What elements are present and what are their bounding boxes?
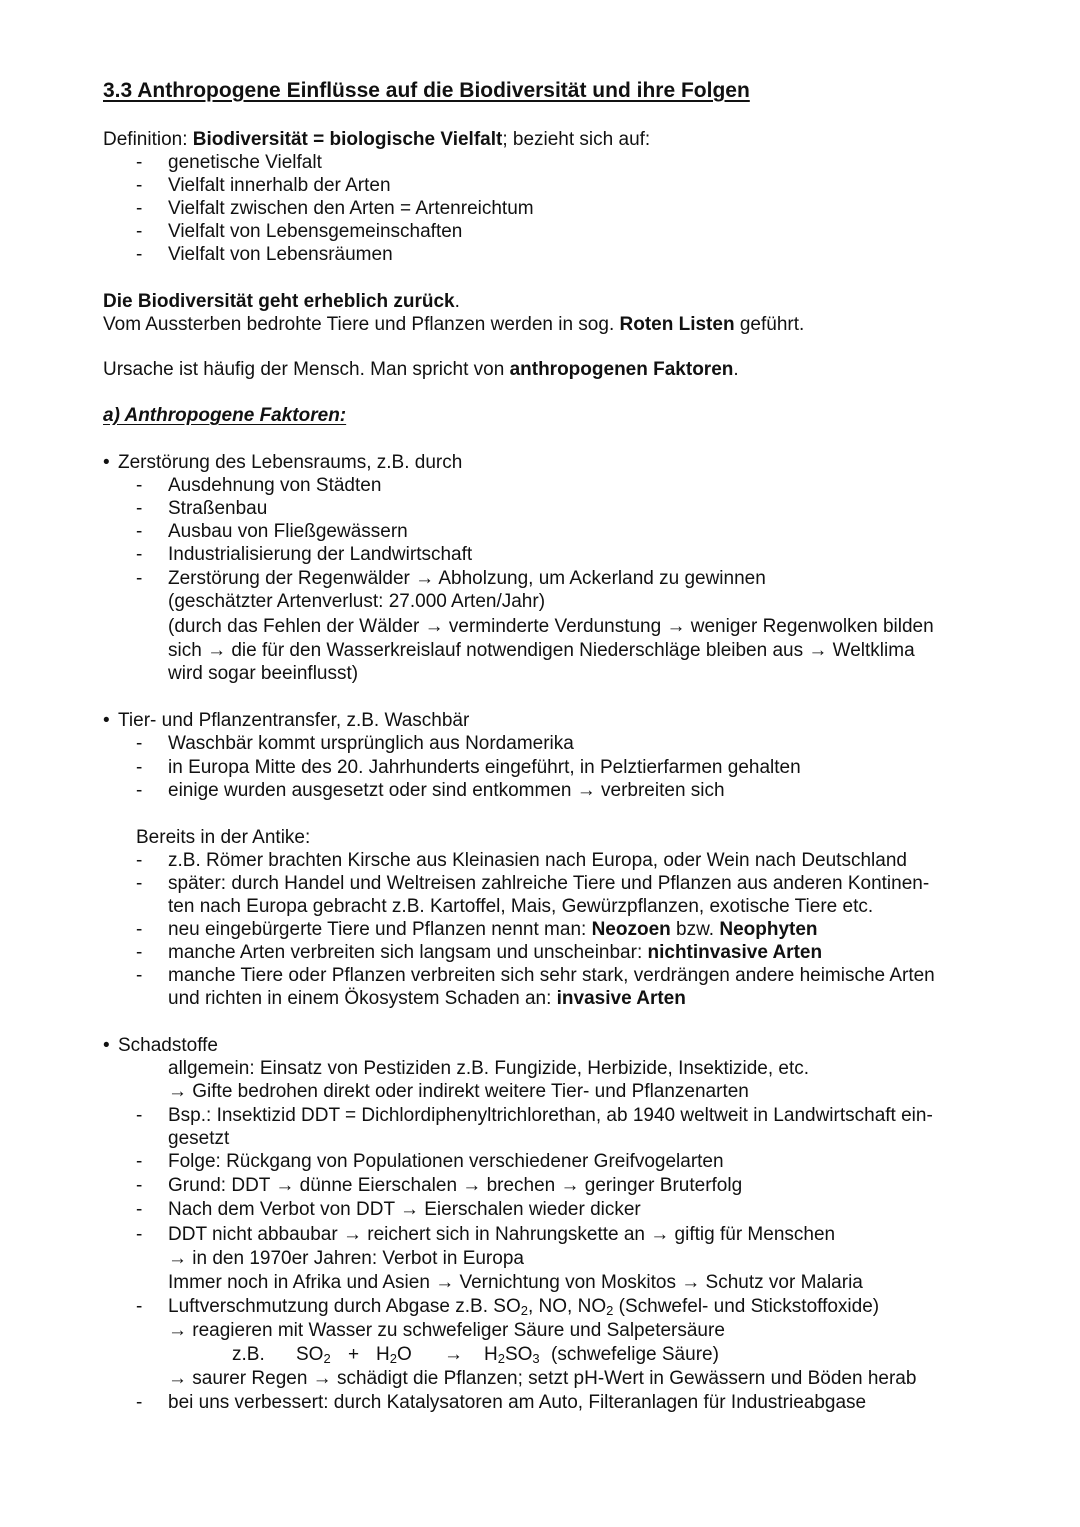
definition-line: Definition: Biodiversität = biologische Vielfalt; bezieht sich auf: [103,129,651,150]
red-list-line: Vom Aussterben bedrohte Tiere und Pflanzen werden in sog. Roten Listen geführt. [103,314,805,335]
continuation-line: (geschätzter Artenverlust: 27.000 Arten/Jahr) [168,591,546,612]
continuation-line: gesetzt [168,1128,230,1149]
continuation-line: (durch das Fehlen der Wälder → verminderte Verdunstung → weniger Regenwolken bilden [168,616,934,637]
continuation-line: wird sogar beeinflusst) [168,663,359,684]
continuation-line: → in den 1970er Jahren: Verbot in Europa [168,1248,524,1269]
text-line: → Gifte bedrohen direkt oder indirekt weitere Tier- und Pflanzenarten [168,1081,749,1102]
document-page: 3.3 Anthropogene Einflüsse auf die Biodiversität und ihre Folgen Definition: Biodiversität = biologische Vielfalt; bezieht sich auf: - genetische Vielfalt - Vielfalt innerhalb der Arten - Vielfalt zwischen den Arten = Artenreichtum - Vielfalt von Lebensgemeinschaften - Vielfalt von Lebensräumen Die Biodiversität geht erheblich zurück. Vom Aussterben bedrohte Tiere und Pflanzen werden in sog. Roten Listen geführt. Ursache ist häufig der Mensch. Man spricht von anthropogenen Faktoren. a) Anthropogene Faktoren: • Zerstörung des Lebensraums, z.B. durch - Ausdehnung von Städten - Straßenbau - Ausbau von Fließgewässern - Industrialisierung der Landwirtschaft - Zerstörung der Regenwälder → Abholzung, um Ackerland zu gewinnen (geschätzter Artenverlust: 27.000 Arten/Jahr) (durch das Fehlen der Wälder → verminderte Verdunstung → weniger Regenwolken bilden sich → die für den Wasserkreislauf notwendigen Niederschläge bleiben aus → Weltklima wird sogar beeinflusst) • Tier- und Pflanzentransfer, z.B. Waschbär - Waschbär kommt ursprünglich aus Nordamerika - in Europa Mitte des 20. Jahrhunderts eingeführt, in Pelztierfarmen gehalten - einige wurden ausgesetzt oder sind entkommen → verbreiten sich Bereits in der Antike: - z.B. Römer brachten Kirsche aus Kleinasien nach Europa, oder Wein nach Deutschland - später: durch Handel und Weltreisen zahlreiche Tiere und Pflanzen aus anderen Kontinen- ten nach Europa gebracht z.B. Kartoffel, Mais, Gewürzpflanzen, exotische Tiere etc. - neu eingebürgerte Tiere und Pflanzen nennt man: Neozoen bzw. Neophyten - manche Arten verbreiten sich langsam und unscheinbar: nichtinvasive Arten - manche Tiere oder Pflanzen verbreiten sich sehr stark, verdrängen andere heimische Arten und richten in einem Ökosystem Schaden an: invasive Arten • Schadstoffe allgemein: Einsatz von Pestiziden z.B. Fungizide, Herbizide, Insektizide, etc. → Gifte bedrohen direkt oder indirekt weitere Tier- und Pflanzenarten - Bsp.: Insektizid DDT = Dichlordiphenyltrichlorethan, ab 1940 weltweit in Landwirtschaft ein- gesetzt - Folge: Rückgang von Populationen verschiedener Greifvogelarten - Grund: DDT → dünne Eierschalen → brechen → geringer Bruterfolg - Nach dem Verbot von DDT → Eierschalen wieder dicker - DDT nicht abbaubar → reichert sich in Nahrungskette an → giftig für Menschen → in den 1970er Jahren: Verbot in Europa Immer noch in Afrika und Asien → Vernichtung von Moskitos → Schutz vor Malaria - Luftverschmutzung durch Abgase z.B. $SO_2$, NO, $NO_2$ (Schwefel- und Stickstoffoxide) → reagieren mit Wasser zu schwefeliger Säure und Salpetersäure z.B. $SO_2$ + $H_2O$ → $H_2SO_3$ (schwefelige Säure) → saurer Regen → schädigt die Pflanzen; setzt pH-Wert in Gewässern und Böden herab - bei uns verbessert: durch Katalysatoren am Auto, Filteranlagen für Industrieabgase [103,79,935,1413]
decline-statement: Die Biodiversität geht erheblich zurück. [103,291,460,312]
continuation-line: → reagieren mit Wasser zu schwefeliger Säure und Salpetersäure [168,1320,725,1341]
cause-line: Ursache ist häufig der Mensch. Man spricht von anthropogenen Faktoren. [103,359,739,380]
continuation-line: → saurer Regen → schädigt die Pflanzen; setzt pH-Wert in Gewässern und Böden herab [168,1368,917,1389]
continuation-line: und richten in einem Ökosystem Schaden an: invasive Arten [168,988,686,1009]
antike-heading: Bereits in der Antike: [136,827,311,848]
continuation-line: ten nach Europa gebracht z.B. Kartoffel, Mais, Gewürzpflanzen, exotische Tiere etc. [168,896,874,917]
continuation-line: Immer noch in Afrika und Asien → Vernichtung von Moskitos → Schutz vor Malaria [168,1272,863,1293]
text-line: allgemein: Einsatz von Pestiziden z.B. Fungizide, Herbizide, Insektizide, etc. [168,1058,810,1079]
section-heading: a) Anthropogene Faktoren: [103,405,347,426]
page-title: 3.3 Anthropogene Einflüsse auf die Biodiversität und ihre Folgen [103,79,750,102]
continuation-line: sich → die für den Wasserkreislauf notwendigen Niederschläge bleiben aus → Weltklima [168,640,915,661]
definition-term: Biodiversität = biologische Vielfalt [192,129,503,150]
